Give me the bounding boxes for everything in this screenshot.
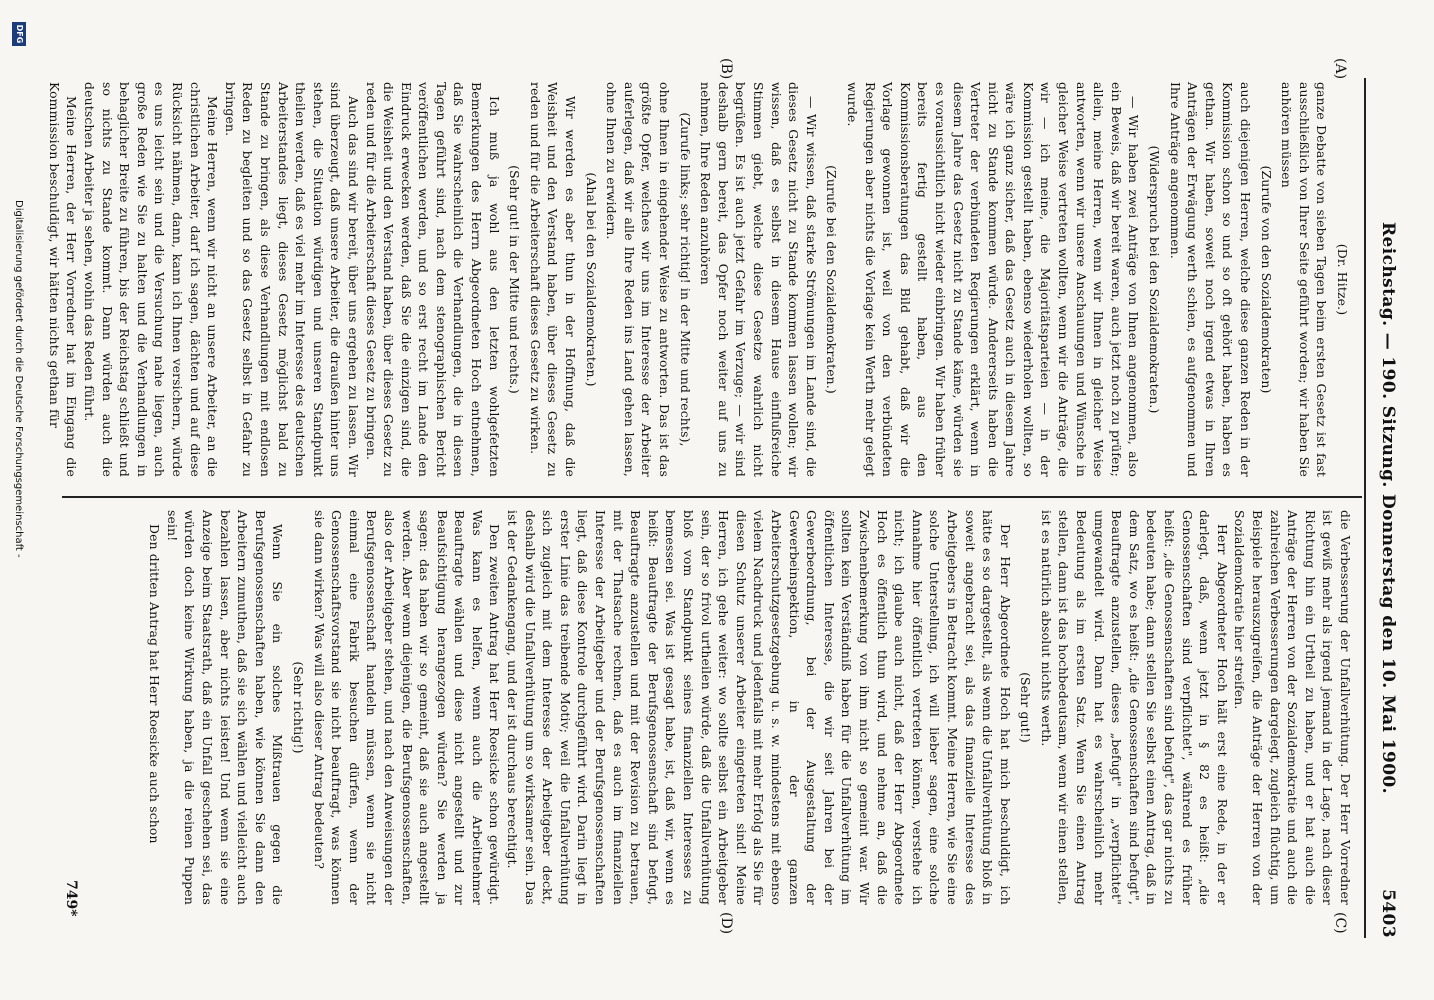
margin-marker-a: (A) <box>1332 58 1348 80</box>
interjection: (Ahal bei den Sozialdemokraten.) <box>583 172 599 387</box>
paragraph: auch diejenigen Herren, welche diese ganzen Reden in der Kommission schon so und so oft gehört haben, haben es gethan. Wir haben, soweit noch irgend etwas in Ihren Anträgen der Erwägung werth schien, es aufgenommen und Ihre Anträge angenommen. <box>1167 82 1254 477</box>
margin-marker-d: (D) <box>718 912 734 935</box>
right-column <box>124 510 1354 905</box>
column-divider <box>62 496 1362 498</box>
header-page-number: 5403 <box>1378 889 1398 938</box>
interjection: (Zurufe links; sehr richtig! in der Mitte und rechts), <box>677 112 693 447</box>
interjection: (Widerspruch bei den Sozialdemokraten.) <box>1147 145 1163 414</box>
interjection: (Zurufe bei den Sozialdemokraten.) <box>824 165 840 394</box>
sheet-number: 749* <box>63 880 79 917</box>
margin-marker-b: (B) <box>718 58 734 80</box>
interjection: (Sehr richtig!) <box>290 661 306 754</box>
paragraph: Meine Herren, wenn wir nicht an unsere Arbeiter, an die christlichen Arbeiter, darf ich sagen, dächten und auf diese Rücksicht nähmen, dann, kann ich Ihnen versichern, würde es uns leicht sein und die Versuchung nahe liegen, auch große Reden wie Sie zu halten und die Verhandlungen in behaglicher Breite zu führen, bis der Reichstag schließt und so nichts zu Stande kommt. Dann würden auch die deutschen Arbeiter ja sehen, wohin das Reden führt. <box>82 82 221 477</box>
paragraph: Den dritten Antrag hat Herr Roesicke auch schon <box>147 524 163 844</box>
interjection: (Zurufe von den Sozialdemokraten) <box>1258 165 1274 394</box>
paragraph: Den zweiten Antrag hat Herr Roesicke schon gewürdigt. Was kann es helfen, wenn auch die Arbeitnehmer Beauftragte wählen und diese nicht angestellt und zur Beaufsichtigung herangezogen würden? Sie werden ja sagen: das haben wir so gemeint, daß sie auch angestellt werden. Aber wenn diejenigen, die Berufsgenossenschaften, also der Arbeitgeber stehen, und nach den Anweisungen der Berufsgenossenschaft handeln müssen, wenn sie nicht einmal eine Fabrik besuchen dürfen, wenn der Genossenschaftsvorstand sie nicht beauftragt, was können sie dann wirken? Was will also dieser Antrag bedeuten? <box>311 510 503 905</box>
paragraph: Auch das sind wir bereit, über uns ergehen zu lassen. Wir sind überzeugt, daß unsere Arbeiter, die draußen hinter uns stehen, die Situation würdigen und unseren Standpunkt theilen werden, daß es viel mehr im Interesse des deutschen Arbeiterstandes liegt, dieses Gesetz möglichst bald zu Stande zu bringen, als diese Verhandlungen mit endlosen Reden zu begleiten und so das Gesetz selbst in Gefahr zu bringen. <box>222 82 361 477</box>
left-column <box>46 82 1354 477</box>
paragraph: die Verbesserung der Unfallverhütung. Der Herr Vorredner ist gewiß mehr als irgend jemand in der Lage, nach dieser Richtung hin ein Urtheil zu haben, und er hat auch die Anträge der Herren von der Sozialdemokratie und auch die zahlreichen Verbesserungen dargelegt, zugleich flüchtig, um Beispiele herauszugreifen, die Anträge der Herren von der Sozialdemokratie hier streifen. <box>1232 510 1353 905</box>
paragraph: — Wir wissen, daß starke Strömungen im Lande sind, die dieses Gesetz nicht zu Stande kommen lassen wollen; wir wissen, daß es selbst in diesem Hause einflußreiche Stimmen giebt, welche diese Gesetze wahrlich nicht begrüßen. Es ist auch jetzt Gefahr im Verzuge; — wir sind deshalb gern bereit, das Opfer noch weiter auf uns zu nehmen, Ihre Reden anzuhören <box>698 82 819 477</box>
paragraph: Herr Abgeordneter Hoch hält erst eine Rede, in der er darlegt, daß, wenn jetzt in § 82 es heißt: „die Genossenschaften sind verpflichtet", während es früher heißt: „die Genossenschaften sind befugt", das gar nichts zu bedeuten habe; dann stellen Sie selbst einen Antrag, daß in dem Satz, wo es heißt: „die Genossenschaften sind befugt", Beauftragte anzustellen, dieses „befugt" in „verpflichtet" umgewandelt wird. Dann hat es wahrscheinlich mehr Bedeutung als im ersten Satz. Wenn Sie einen Antrag stellen, dann ist das hochbedeutsam, wenn wir einen stellen, ist es natürlich absolut nichts werth. <box>1038 510 1230 905</box>
speaker-name: (Dr. Hitze.) <box>1335 243 1350 316</box>
dfg-logo: DFG <box>12 22 26 46</box>
paragraph: Meine Herren, der Herr Vorredner hat im Eingang die Kommission beschuldigt, wir hätten nichts gethan für <box>46 82 80 477</box>
header-rule <box>1364 78 1366 938</box>
running-header <box>1370 78 1404 938</box>
paragraph: Der Herr Abgeordnete Hoch hat mich beschuldigt, ich hätte es so dargestellt, als wenn die Unfallverhütung bloß in soweit angebracht sei, als das finanzielle Interesse des Arbeitgebers in Betracht kommt. Meine Herren, wie Sie eine solche Unterstellung, ich will lieber sagen, eine solche Annahme hier öffentlich vertreten können, verstehe ich nicht; ich glaube auch nicht, daß der Herr Abgeordnete Hoch es öffentlich thun wird, und nehme an, daß die Zwischenbemerkung von ihm nicht so gemeint war. Wir sollten kein Verständniß haben für die Unfallverhütung im öffentlichen Interesse, die wir seit Jahren bei der Gewerbeordnung, bei der Ausgestaltung der Gewerbeinspektion, in der ganzen Arbeiterschutzgesetzgebung u. s. w. mindestens mit ebenso vielem Nachdruck und jedenfalls mit mehr Erfolg als Sie für diesen Schutz unserer Arbeiter eingetreten sind! Meine Herren, ich gehe weiter: wo sollte selbst ein Arbeitgeber sein, der so frivol urtheilen würde, daß die Unfallverhütung bloß vom Standpunkt seines finanziellen Interesses zu bemessen sei. Was ist gesagt habe, ist, daß wir, wenn es heißt: Beauftragte der Berufsgenossenschaft sind befugt, Beauftragte anzustellen und mit der Revision zu betrauen, mit der Thatsache rechnen, daß es auch im finanziellen Interesse der Arbeitgeber und der Berufsgenossenschaften liegt, daß diese Kontrole durchgeführt wird. Darin liegt in erster Linie das treibende Motiv; weil die Unfallverhütung sich zugleich mit dem Interesse der Arbeitgeber deckt, deshalb wird die Unfallverhütung um so wirksamer sein. Das ist der Gedankengang, und der ist durchaus berechtigt. <box>505 510 1013 905</box>
header-title: Reichstag. — 190. Sitzung. Donnerstag den 10. Mai 1900. <box>1378 222 1398 794</box>
paragraph: Wir werden es aber thun in der Hoffnung, daß die Weisheit und den Verstand haben, über dieses Gesetz zu reden und für die Arbeiterschaft dieses Gesetz zu wirken. <box>527 82 579 477</box>
paragraph: Ich muß ja wohl aus den letzten wohlgefetzten Bemerkungen des Herrn Abgeordneten Hoch entnehmen, daß Sie wahrscheinlich die Verhandlungen, die in diesen Tagen geführt sind, nach dem stenographischen Bericht veröffentlichen werden, und so erst recht im Lande den Eindruck erwecken werden, daß Sie die einzigen sind, die die Weisheit und den Verstand haben, über dieses Gesetz zu reden und für die Arbeiterschaft dieses Gesetz zu bringen. <box>363 82 502 477</box>
paragraph: — Wir haben zwei Anträge von Ihnen angenommen, also ein Beweis, daß wir bereit waren, auch jetzt noch zu prüfen; allein, meine Herren, wenn wir Ihnen in gleicher Weise antworten, wenn wir unsere Anschauungen und Wünsche in gleicher Weise vertreten wollten, wenn wir die Anträge, die wir — ich meine, die Majoritätsparteien — in der Kommission gestellt haben, ebenso wiederholen wollten, so wäre ich ganz sicher, daß das Gesetz auch in diesem Jahre nicht zu Stande kommen würde. Andererseits haben die Vertreter der verbündeten Regierungen erklärt, wenn in diesem Jahre das Gesetz nicht zu Stande käme, würden sie es voraussichtlich nicht wieder einbringen. Wir haben früher bereits fertig gestellt haben, aus den Kommissionsberatungen das Bild gehabt, daß wir die Vorlage gewonnen ist, weil von den verbündeten Regierungen aber nichts die Vorlage kein Werth mehr gelegt wurde. <box>844 82 1142 477</box>
paragraph: ganze Debatte von sieben Tagen beim ersten Gesetz ist fast ausschließlich von Ihrer Seite geführt worden; wir haben Sie anhören müssen <box>1279 82 1330 477</box>
digitization-credit: Digitalisierung gefördert durch die Deutsche Forschungsgemeinschaft - <box>13 200 24 558</box>
interjection: (Sehr gut! in der Mitte und rechts.) <box>507 165 523 394</box>
paragraph: ohne Ihnen in eingehender Weise zu antworten. Das ist das größte Opfer, welches wir uns im Interesse der Arbeiter auferlegen, daß wir alle Ihre Reden ins Land gehen lassen, ohne Ihnen zu erwidern. <box>604 82 673 477</box>
paragraph: Wenn Sie ein solches Mißtrauen gegen die Berufsgenossenschaften haben, wie können Sie dann den Arbeitern zumuthen, daß sie sich wählen und vielleicht auch bezahlen lassen, aber nichts leisten! Und wenn sie eine Anzeige beim Staatsrath, daß ein Unfall geschehen sei, das würden doch keine Wirkung haben, ja die reinen Puppen sein! <box>164 510 286 905</box>
margin-marker-c: (C) <box>1332 912 1348 934</box>
interjection: (Sehr gut!) <box>1018 672 1034 743</box>
